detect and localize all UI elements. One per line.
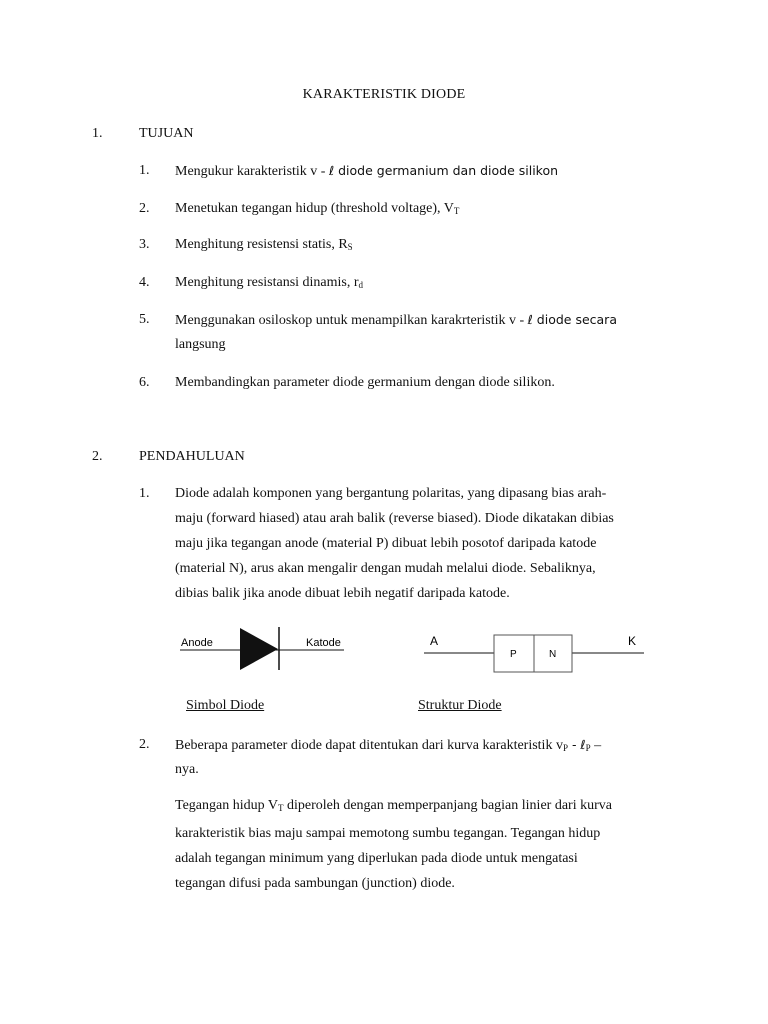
list-item [175, 275, 363, 291]
subscript: P [562, 743, 568, 753]
list-item-text: Mengukur karakteristik v - [175, 164, 329, 179]
list-item-text: Menggunakan osiloskop untuk menampilkan karakrteristik v - [175, 313, 528, 328]
ell-symbol: - ℓ [567, 737, 586, 752]
list-item [175, 201, 459, 217]
anode-label: Anode [181, 637, 213, 649]
list-item-number: 1. [139, 486, 150, 501]
list-item-number: 5. [139, 312, 150, 327]
subscript: S [347, 242, 353, 252]
a-label: A [430, 634, 439, 648]
paragraph-line: tegangan difusi pada sambungan (junction) diode. [175, 876, 455, 891]
section-heading: PENDAHULUAN [139, 449, 245, 464]
subscript: d [358, 280, 364, 290]
paragraph-line: (material N), arus akan mengalir dengan mudah melalui diode. Sebaliknya, [175, 561, 596, 576]
subscript: T [453, 206, 460, 216]
list-item-text-sans: ℓ diode secara [527, 312, 617, 327]
list-item-text: Membandingkan parameter diode germanium dengan diode silikon. [175, 375, 555, 390]
section-number: 2. [92, 449, 103, 464]
structure-caption: Struktur Diode [418, 698, 502, 713]
p-label: P [510, 649, 517, 660]
list-item-number: 4. [139, 275, 150, 290]
list-item-number: 1. [139, 163, 150, 178]
subscript: P [585, 743, 591, 753]
diode-triangle [240, 628, 278, 670]
paragraph-line: Diode adalah komponen yang bergantung polaritas, yang dipasang bias arah- [175, 486, 607, 501]
list-item-number: 3. [139, 237, 150, 252]
diode-structure-diagram [422, 628, 647, 674]
list-item-text: Menetukan tegangan hidup (threshold voltage), V [175, 201, 454, 216]
list-item-number: 2. [139, 737, 150, 752]
list-item [175, 737, 601, 754]
paragraph [175, 481, 614, 606]
paragraph-text: Tegangan hidup V [175, 798, 278, 813]
k-label: K [628, 634, 637, 648]
list-item-number: 6. [139, 375, 150, 390]
page-title: KARAKTERISTIK DIODE [302, 87, 466, 102]
list-item-text-sans: ℓ diode germanium dan diode silikon [328, 163, 559, 178]
paragraph [175, 793, 612, 896]
list-item-continuation: langsung [175, 337, 226, 352]
n-label: N [549, 649, 557, 660]
paragraph-line: adalah tegangan minimum yang diperlukan pada diode untuk mengatasi [175, 851, 578, 866]
paragraph-line: karakteristik bias maju sampai memotong sumbu tegangan. Tegangan hidup [175, 826, 601, 841]
diode-symbol-diagram [176, 620, 351, 672]
dash: – [590, 738, 602, 753]
list-item [175, 163, 558, 180]
paragraph-line [175, 793, 612, 821]
symbol-caption: Simbol Diode [186, 698, 265, 713]
section-heading: TUJUAN [139, 126, 194, 141]
list-item-number: 2. [139, 201, 150, 216]
list-item [175, 312, 617, 329]
paragraph-text: diperoleh dengan memperpanjang bagian linier dari kurva [283, 798, 612, 813]
list-item-text: Menghitung resistensi statis, R [175, 237, 348, 252]
section-number: 1. [92, 126, 103, 141]
paragraph-line: maju (forward hiased) atau arah balik (reverse biased). Diode dikatakan dibias [175, 511, 614, 526]
list-item [175, 237, 353, 253]
list-item-continuation: nya. [175, 762, 199, 777]
paragraph-line: maju jika tegangan anode (material P) dibuat lebih posotof daripada katode [175, 536, 597, 551]
subscript: T [277, 803, 284, 813]
katode-label: Katode [306, 637, 341, 649]
list-item-text: Menghitung resistansi dinamis, r [175, 275, 359, 290]
list-item-text: Beberapa parameter diode dapat ditentukan dari kurva karakteristik v [175, 738, 563, 753]
paragraph-line: dibias balik jika anode dibuat lebih negatif daripada katode. [175, 586, 510, 601]
